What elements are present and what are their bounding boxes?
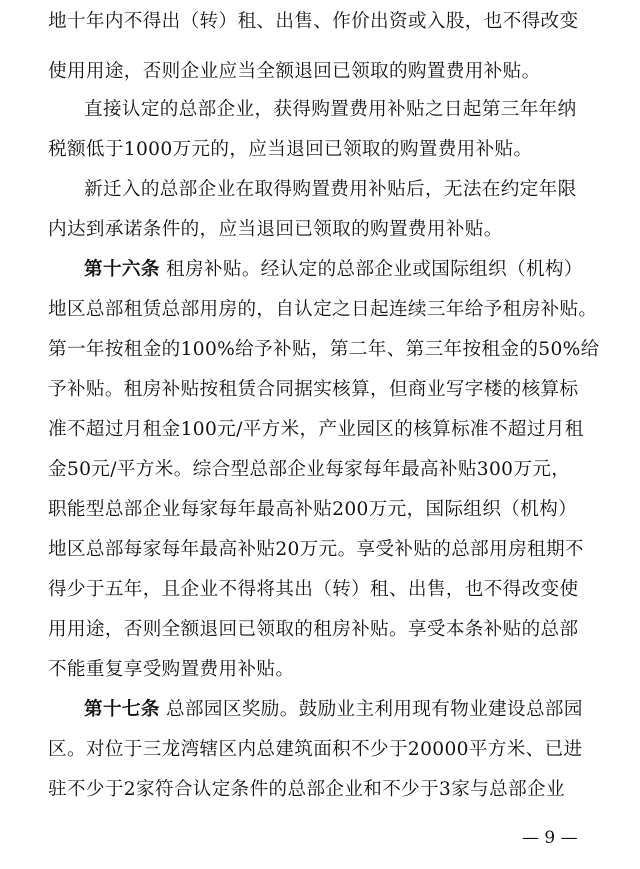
article-17-text: 总部园区奖励。鼓励业主利用现有物业建设总部园 — [166, 699, 583, 720]
body-text-line: 税额低于1000万元的，应当退回已领取的购置费用补贴。 — [48, 139, 533, 160]
body-text-line: 予补贴。租房补贴按租赁合同据实核算，但商业写字楼的核算标 — [48, 379, 579, 400]
body-text-line: 地区总部租赁总部用房的，自认定之日起连续三年给予租房补贴。 — [48, 299, 598, 320]
body-text-line: 直接认定的总部企业，获得购置费用补贴之日起第三年年纳 — [84, 99, 577, 120]
body-text-line: 职能型总部企业每家每年最高补贴200万元，国际组织（机构） — [48, 499, 578, 520]
body-text-line: 新迁入的总部企业在取得购置费用补贴后，无法在约定年限 — [84, 179, 577, 200]
article-16-text: 租房补贴。经认定的总部企业或国际组织（机构） — [166, 259, 583, 280]
article-17-label: 第十七条 — [84, 699, 160, 720]
page-number: — 9 — — [522, 828, 578, 848]
article-16-label: 第十六条 — [84, 259, 160, 280]
body-text-line: 准不超过月租金100元/平方米，产业园区的核算标准不超过月租 — [48, 419, 584, 440]
body-text-line: 第一年按租金的100%给予补贴，第二年、第三年按租金的50%给 — [48, 339, 600, 360]
body-text-line: 得少于五年，且企业不得将其出（转）租、出售，也不得改变使 — [48, 579, 579, 600]
body-text-line: 驻不少于2家符合认定条件的总部企业和不少于3家与总部企业 — [48, 779, 565, 800]
article-16-first-line — [84, 258, 608, 282]
body-text-line: 地十年内不得出（转）租、出售、作价出资或入股，也不得改变 — [48, 11, 579, 32]
body-text-line: 内达到承诺条件的，应当退回已领取的购置费用补贴。 — [48, 219, 503, 240]
body-text-line: 用用途，否则全额退回已领取的租房补贴。享受本条补贴的总部 — [48, 619, 579, 640]
body-text-line: 金50元/平方米。综合型总部企业每家每年最高补贴300万元， — [48, 459, 571, 480]
body-text-line: 不能重复享受购置费用补贴。 — [48, 659, 295, 680]
article-17-first-line — [84, 698, 608, 722]
body-text-line: 地区总部每家每年最高补贴20万元。享受补贴的总部用房租期不 — [48, 539, 584, 560]
body-text-line: 区。对位于三龙湾辖区内总建筑面积不少于20000平方米、已进 — [48, 739, 583, 760]
body-text-line: 使用用途，否则企业应当全额退回已领取的购置费用补贴。 — [48, 61, 541, 82]
